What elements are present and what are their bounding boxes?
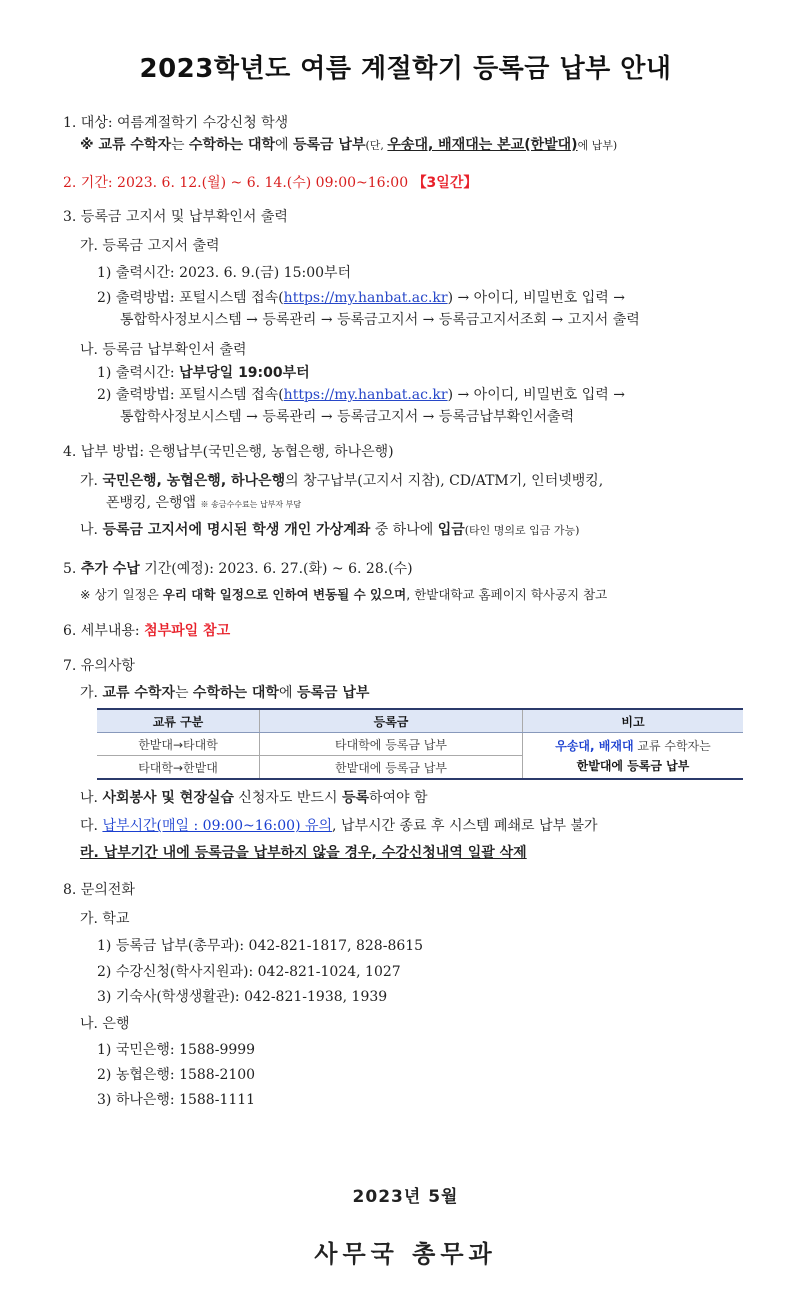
text: 6. 세부내용:: [63, 623, 145, 639]
text: 다.: [80, 818, 103, 834]
section-4-heading: 4. 납부 방법: 은행납부(국민은행, 농협은행, 하나은행): [63, 444, 394, 460]
table-cell: 한밭대에 등록금 납부: [260, 756, 523, 780]
period-label: 2. 기간:: [63, 175, 118, 191]
text: 중 하나에: [370, 522, 438, 538]
section-7-ra: 라. 납부기간 내에 등록금을 납부하지 않을 경우, 수강신청내역 일괄 삭제: [80, 845, 527, 861]
section-1-heading: 1. 대상: 여름계절학기 수강신청 학생: [63, 115, 289, 131]
text: 2) 출력방법: 포털시스템 접속(: [97, 290, 284, 306]
table-cell: 한밭대→타대학: [97, 733, 260, 756]
exchange-table: [97, 708, 743, 780]
footer-date: 2023년 5월: [352, 1187, 459, 1207]
section-3-heading: 3. 등록금 고지서 및 납부확인서 출력: [63, 209, 288, 225]
text: (타인 명의로 입금 가능): [464, 524, 580, 537]
bank-item: 3) 하나은행: 1588-1111: [97, 1092, 256, 1108]
table-header: 교류 구분: [97, 709, 260, 733]
host-univ: 수학하는 대학: [192, 685, 279, 701]
section-3-na-2: [97, 386, 625, 404]
text: 1) 출력시간:: [97, 365, 180, 381]
table-note-cell: [523, 733, 744, 780]
attachment-ref: 첨부파일 참고: [144, 623, 231, 639]
note-text: 는: [170, 137, 189, 153]
service-internship: 사회봉사 및 현장실습: [102, 790, 234, 806]
note-payment: 등록금 납부: [292, 137, 366, 153]
tuition-payment: 등록금 납부: [296, 685, 370, 701]
note-exception: 우송대, 배재대는 본교(한밭대): [387, 137, 578, 153]
schedule-change: 우리 대학 일정으로 인하여 변동될 수 있으며: [162, 587, 407, 602]
fee-note: ※ 송금수수료는 납부자 부담: [200, 500, 302, 509]
virtual-account: 등록금 고지서에 명시된 학생 개인 가상계좌: [102, 522, 371, 538]
section-2-period: [63, 174, 477, 192]
note-exchange-student: 교류 수학자: [98, 137, 171, 153]
text: 나.: [80, 790, 103, 806]
payment-hours: 납부시간(매일 : 09:00~16:00) 유의: [102, 818, 333, 834]
section-3-na: 나. 등록금 납부확인서 출력: [80, 342, 247, 358]
contact-item: 3) 기숙사(학생생활관): 042-821-1938, 1939: [97, 989, 388, 1005]
exchange-student: 교류 수학자: [102, 685, 175, 701]
contact-item: 1) 등록금 납부(총무과): 042-821-1817, 828-8615: [97, 938, 424, 954]
table-header: 비고: [523, 709, 744, 733]
text: 에: [278, 685, 297, 701]
section-5-heading: [63, 560, 413, 578]
banks: 국민은행, 농협은행, 하나은행: [102, 473, 286, 489]
table-row: [97, 733, 743, 756]
text: ) → 아이디, 비밀번호 입력 →: [447, 387, 625, 403]
footer-organization: 사무국 총무과: [314, 1240, 497, 1268]
text: 하여야 함: [369, 790, 428, 806]
contact-item: 2) 수강신청(학사지원과): 042-821-1024, 1027: [97, 964, 401, 980]
section-7-na: [80, 789, 428, 807]
table-cell: 타대학에 등록금 납부: [260, 733, 523, 756]
text: 가.: [80, 685, 103, 701]
section-5-note: [80, 586, 607, 604]
text: , 납부시간 종료 후 시스템 폐쇄로 납부 불가: [332, 818, 598, 834]
note-text: 에 납부): [577, 139, 618, 152]
portal-link[interactable]: https://my.hanbat.ac.kr: [283, 290, 448, 306]
bank-item: 2) 농협은행: 1588-2100: [97, 1067, 256, 1083]
text: 는: [174, 685, 193, 701]
bank-item: 1) 국민은행: 1588-9999: [97, 1042, 256, 1058]
note-mark: ※: [80, 137, 99, 153]
page-title: 2023학년도 여름 계절학기 등록금 납부 안내: [139, 54, 672, 84]
additional-payment: 추가 수납: [80, 561, 140, 577]
section-4-ga: [80, 472, 603, 490]
section-4-na: [80, 521, 579, 540]
text: 교류 수학자는: [633, 738, 711, 753]
note-host-univ: 수학하는 대학: [188, 137, 275, 153]
section-6-details: [63, 622, 230, 640]
text: 의 창구납부(고지서 지참), CD/ATM기, 인터넷뱅킹,: [285, 473, 604, 489]
text: 5.: [63, 561, 81, 577]
text: 2) 출력방법: 포털시스템 접속(: [97, 387, 284, 403]
section-1-target: [63, 114, 288, 132]
text: 폰뱅킹, 은행앱: [106, 495, 201, 511]
note-universities: 우송대, 배재대: [555, 738, 634, 753]
section-3-ga-2: [97, 289, 625, 307]
section-7-heading: 7. 유의사항: [63, 658, 135, 674]
text: , 한밭대학교 홈페이지 학사공지 참고: [406, 587, 608, 602]
section-8-na: 나. 은행: [80, 1016, 130, 1032]
table-header-row: [97, 709, 743, 733]
text: 나.: [80, 522, 103, 538]
section-3-ga-1: 1) 출력시간: 2023. 6. 9.(금) 15:00부터: [97, 265, 352, 281]
period-days: 【3일간】: [412, 175, 478, 191]
receipt-time: 납부당일 19:00부터: [179, 365, 310, 381]
period-dates: 2023. 6. 12.(월) ~ 6. 14.(수) 09:00~16:00: [117, 175, 413, 191]
text: ※ 상기 일정은: [80, 587, 163, 602]
text: 신청자도 반드시: [233, 790, 342, 806]
register: 등록: [341, 790, 369, 806]
section-8-ga: 가. 학교: [80, 911, 130, 927]
text: ) → 아이디, 비밀번호 입력 →: [447, 290, 625, 306]
section-3-ga: 가. 등록금 고지서 출력: [80, 238, 220, 254]
deposit: 입금: [437, 522, 465, 538]
section-3-ga-2-cont: 통합학사정보시스템 → 등록관리 → 등록금고지서 → 등록금고지서조회 → 고지서 출력: [120, 312, 640, 328]
table-header: 등록금: [260, 709, 523, 733]
portal-link[interactable]: https://my.hanbat.ac.kr: [283, 387, 448, 403]
section-4-ga-cont: [106, 494, 301, 514]
note-text: (단,: [365, 139, 388, 152]
section-7-ga: [80, 684, 369, 702]
table-cell: 타대학→한밭대: [97, 756, 260, 780]
section-8-heading: 8. 문의전화: [63, 882, 135, 898]
section-3-na-1: [97, 364, 310, 382]
note-payment: 한밭대에 등록금 납부: [576, 758, 690, 773]
section-3-na-2-cont: 통합학사정보시스템 → 등록관리 → 등록금고지서 → 등록금납부확인서출력: [120, 409, 575, 425]
text: 가.: [80, 473, 103, 489]
section-7-da: [80, 817, 598, 835]
section-1-note: [80, 136, 617, 155]
note-text: 에: [275, 137, 293, 153]
text: 기간(예정): 2023. 6. 27.(화) ~ 6. 28.(수): [139, 561, 413, 577]
